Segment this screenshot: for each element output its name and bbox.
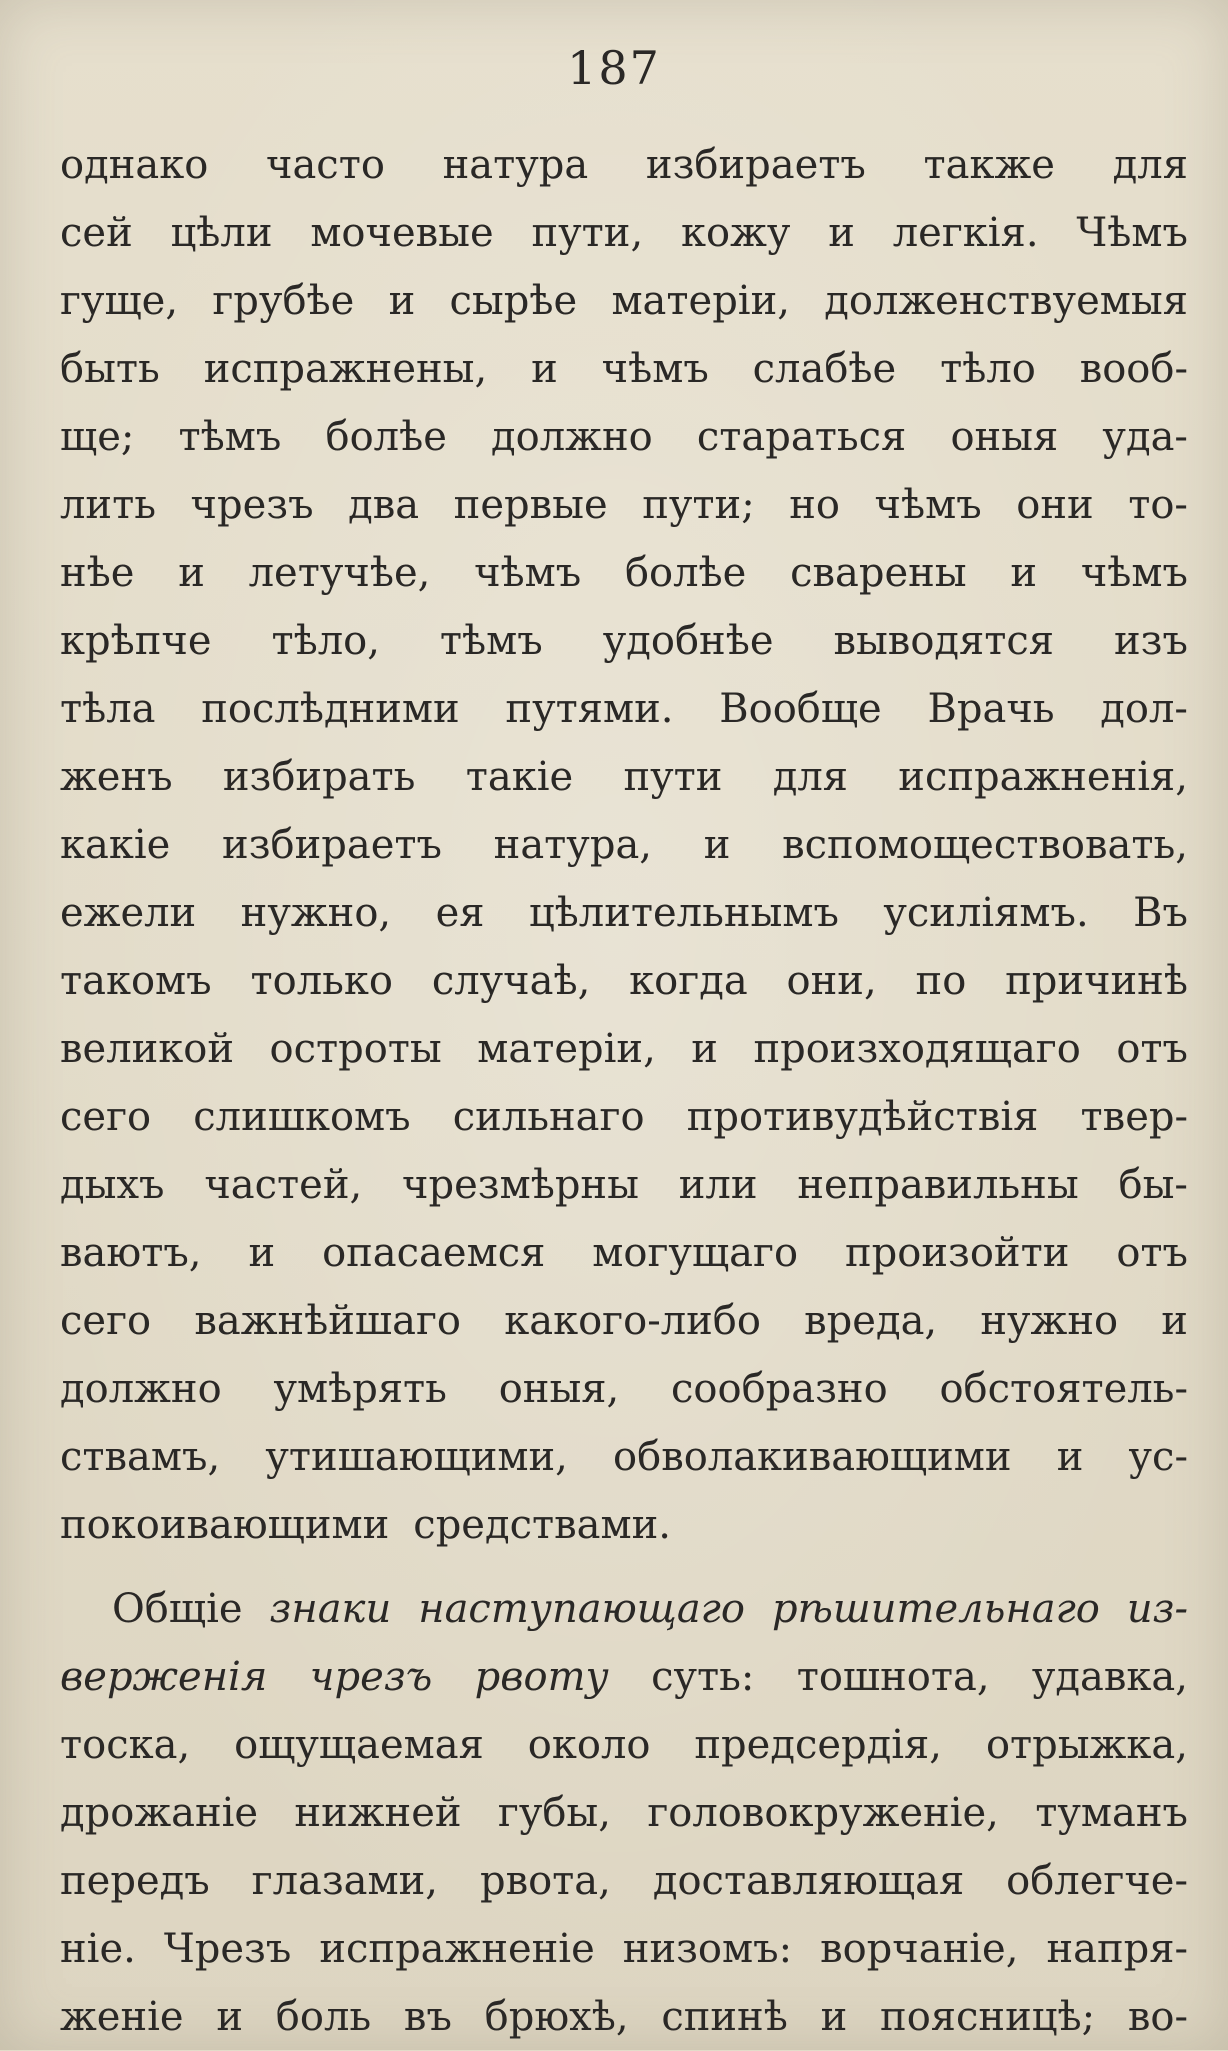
text-line: [60, 1915, 1188, 1983]
word: чѣмъ: [474, 550, 582, 596]
text-line: [60, 947, 1188, 1015]
word: по: [915, 958, 967, 1004]
word: сварены: [790, 550, 967, 596]
word: чѣмъ: [601, 346, 709, 392]
word: тѣмъ: [439, 618, 543, 664]
word: и: [820, 1994, 848, 2040]
text-line: [60, 335, 1188, 403]
paragraph-gap: [60, 1559, 1188, 1575]
word: и: [216, 1994, 244, 2040]
word: и: [178, 550, 205, 596]
text-line: [60, 1575, 1188, 1643]
word: противудѣйствія: [686, 1094, 1039, 1140]
word: стараться: [696, 414, 907, 460]
text-line: [60, 539, 1188, 607]
word: нижней: [294, 1790, 462, 1836]
word: Въ: [1133, 890, 1188, 936]
word: сей: [60, 210, 133, 256]
word: и: [1161, 1298, 1188, 1344]
word: рвоту: [474, 1654, 609, 1700]
word: причинѣ: [1005, 958, 1188, 1004]
word: для: [772, 754, 848, 800]
word: уда-: [1102, 414, 1188, 460]
word: быть: [60, 346, 160, 392]
word: могущаго: [592, 1230, 799, 1276]
word: Общіе: [112, 1586, 243, 1632]
word: испражненіе: [319, 1926, 595, 1972]
text-line: [60, 1355, 1188, 1423]
word: однако: [60, 142, 209, 188]
word: также: [923, 142, 1055, 188]
word: женіе: [60, 1994, 184, 2040]
word: обволакивающими: [613, 1434, 1012, 1480]
word: гуще,: [60, 278, 179, 324]
word: и: [1056, 1434, 1084, 1480]
word: предсердія,: [694, 1722, 942, 1768]
word: поясницѣ;: [880, 1994, 1096, 2040]
word: отрыжка,: [985, 1722, 1188, 1768]
word: Чѣмъ: [1076, 210, 1188, 256]
text-line: [60, 811, 1188, 879]
word: утишающими,: [265, 1434, 568, 1480]
word: какого-либо: [504, 1298, 761, 1344]
text-line: [60, 471, 1188, 539]
word: испражненія,: [898, 754, 1188, 800]
word: но: [789, 482, 840, 528]
word: чѣмъ: [1080, 550, 1188, 596]
word: тѣмъ: [178, 414, 282, 460]
word: глазами,: [251, 1858, 439, 1904]
text-line: [60, 1015, 1188, 1083]
word: дыхъ: [60, 1162, 165, 1208]
text-line: [60, 879, 1188, 947]
text-line: [60, 1711, 1188, 1779]
word: Врачь: [927, 686, 1055, 732]
word: средствами.: [413, 1502, 671, 1548]
text-line: [60, 1491, 1188, 1559]
word: избираетъ: [645, 142, 866, 188]
word: такіе: [465, 754, 574, 800]
word: низомъ:: [622, 1926, 793, 1972]
word: головокруженіе,: [647, 1790, 999, 1836]
word: или: [678, 1162, 758, 1208]
word: и: [388, 278, 416, 324]
word: чрезъ: [190, 482, 314, 528]
text-line: [60, 403, 1188, 471]
word: сего: [60, 1298, 152, 1344]
word: болѣе: [624, 550, 747, 596]
text-line: [60, 1287, 1188, 1355]
word: болѣе: [325, 414, 447, 460]
word: цѣли: [170, 210, 273, 256]
word: изъ: [1114, 618, 1188, 664]
word: туманъ: [1035, 1790, 1188, 1836]
word: пути: [623, 754, 723, 800]
word: какіе: [60, 822, 171, 868]
word: грубѣе: [212, 278, 355, 324]
word: для: [1112, 142, 1188, 188]
text-line: [60, 131, 1188, 199]
word: летучѣе,: [248, 550, 431, 596]
text-line: [60, 1151, 1188, 1219]
word: произходящаго: [753, 1026, 1081, 1072]
text-line: [60, 1983, 1188, 2051]
paragraph: [60, 1575, 1188, 2051]
word: тѣло: [940, 346, 1036, 392]
word: сырѣе: [449, 278, 578, 324]
word: два: [348, 482, 420, 528]
word: наступающаго: [418, 1586, 745, 1632]
word: во-: [1127, 1994, 1188, 2040]
text-line: [60, 267, 1188, 335]
word: твер-: [1080, 1094, 1188, 1140]
word: частей,: [204, 1162, 363, 1208]
word: нѣе: [60, 550, 135, 596]
text-line: [60, 1423, 1188, 1491]
word: и: [248, 1230, 276, 1276]
word: тѣла: [60, 686, 156, 732]
word: сего: [60, 1094, 152, 1140]
word: неправильны: [797, 1162, 1079, 1208]
word: остроты: [269, 1026, 442, 1072]
word: губы,: [497, 1790, 611, 1836]
word: вооб-: [1079, 346, 1188, 392]
word: крѣпче: [60, 618, 212, 664]
word: знаки: [269, 1586, 392, 1632]
word: ворчаніе,: [820, 1926, 1019, 1972]
word: мочевые: [310, 210, 494, 256]
word: важнѣйшаго: [194, 1298, 462, 1344]
word: слабѣе: [752, 346, 897, 392]
word: такомъ: [60, 958, 212, 1004]
word: из-: [1126, 1586, 1188, 1632]
word: когда: [629, 958, 748, 1004]
word: оныя: [950, 414, 1059, 460]
word: цѣлительнымъ: [528, 890, 839, 936]
text-line: [60, 1779, 1188, 1847]
word: ваютъ,: [60, 1230, 202, 1276]
word: покоивающими: [60, 1502, 390, 1548]
word: кожу: [681, 210, 791, 256]
word: путями.: [505, 686, 674, 732]
word: передъ: [60, 1858, 210, 1904]
word: матеріи,: [477, 1026, 656, 1072]
word: первые: [453, 482, 608, 528]
word: нужно: [980, 1298, 1119, 1344]
word: облегче-: [1006, 1858, 1188, 1904]
word: лить: [60, 482, 156, 528]
text-line: [60, 1847, 1188, 1915]
word: около: [527, 1722, 651, 1768]
word: тошнота,: [796, 1654, 990, 1700]
word: ніе.: [60, 1926, 136, 1972]
word: ще;: [60, 414, 135, 460]
word: рѣшительнаго: [772, 1586, 1100, 1632]
word: слишкомъ: [193, 1094, 411, 1140]
word: боль: [275, 1994, 372, 2040]
text-line: [60, 675, 1188, 743]
word: должно: [491, 414, 653, 460]
word: только: [250, 958, 393, 1004]
word: удобнѣе: [602, 618, 774, 664]
word: и: [1010, 550, 1038, 596]
word: случаѣ,: [431, 958, 591, 1004]
word: послѣдними: [201, 686, 460, 732]
page-number: 187: [567, 41, 661, 95]
word: отъ: [1116, 1026, 1188, 1072]
word: спинѣ: [661, 1994, 788, 2040]
word: натура,: [493, 822, 653, 868]
word: умѣрять: [273, 1366, 447, 1412]
word: вспомоществовать,: [782, 822, 1188, 868]
word: усиліямъ.: [883, 890, 1089, 936]
word: легкія.: [892, 210, 1039, 256]
word: ощущаемая: [234, 1722, 484, 1768]
word: Чрезъ: [163, 1926, 292, 1972]
word: ежели: [60, 890, 197, 936]
word: опасаемся: [322, 1230, 546, 1276]
word: вреда,: [804, 1298, 938, 1344]
word: сообразно: [671, 1366, 888, 1412]
word: пути,: [531, 210, 644, 256]
body-text: [60, 131, 1188, 2051]
word: ствамъ,: [60, 1434, 221, 1480]
word: суть:: [651, 1654, 755, 1700]
word: выводятся: [833, 618, 1055, 664]
word: чрезъ: [309, 1654, 433, 1700]
text-line: [60, 199, 1188, 267]
text-line: [60, 743, 1188, 811]
word: часто: [266, 142, 385, 188]
word: сильнаго: [452, 1094, 645, 1140]
word: напря-: [1046, 1926, 1188, 1972]
word: рвота,: [479, 1858, 611, 1904]
word: нужно,: [240, 890, 392, 936]
word: натура: [442, 142, 589, 188]
word: и: [691, 1026, 718, 1072]
word: ус-: [1128, 1434, 1188, 1480]
word: избирать: [222, 754, 416, 800]
word: удавка,: [1031, 1654, 1188, 1700]
word: чѣмъ: [874, 482, 982, 528]
text-line: [60, 1083, 1188, 1151]
word: доставляющая: [652, 1858, 965, 1904]
word: великой: [60, 1026, 235, 1072]
word: долженствуемыя: [824, 278, 1188, 324]
word: то-: [1128, 482, 1188, 528]
word: чрезмѣрны: [402, 1162, 639, 1208]
word: тѣло,: [271, 618, 380, 664]
word: дрожаніе: [60, 1790, 259, 1836]
word: тоска,: [60, 1722, 191, 1768]
word: верженія: [60, 1654, 268, 1700]
word: обстоятель-: [939, 1366, 1188, 1412]
word: пути;: [642, 482, 755, 528]
text-line: [60, 607, 1188, 675]
word: отъ: [1116, 1230, 1188, 1276]
word: они: [1016, 482, 1094, 528]
text-line: [60, 1643, 1188, 1711]
word: избираетъ: [222, 822, 442, 868]
word: и: [828, 210, 855, 256]
word: матеріи,: [611, 278, 790, 324]
word: и: [703, 822, 731, 868]
word: произойти: [845, 1230, 1070, 1276]
word: дол-: [1100, 686, 1188, 732]
word: бы-: [1118, 1162, 1188, 1208]
paragraph: [60, 131, 1188, 1559]
word: испражнены,: [203, 346, 488, 392]
text-line: [60, 1219, 1188, 1287]
word: оныя,: [498, 1366, 620, 1412]
word: они,: [786, 958, 877, 1004]
word: въ: [403, 1994, 452, 2040]
word: должно: [60, 1366, 222, 1412]
word: женъ: [60, 754, 173, 800]
word: ея: [435, 890, 485, 936]
word: и: [531, 346, 558, 392]
word: брюхѣ,: [484, 1994, 629, 2040]
word: Вообще: [719, 686, 882, 732]
